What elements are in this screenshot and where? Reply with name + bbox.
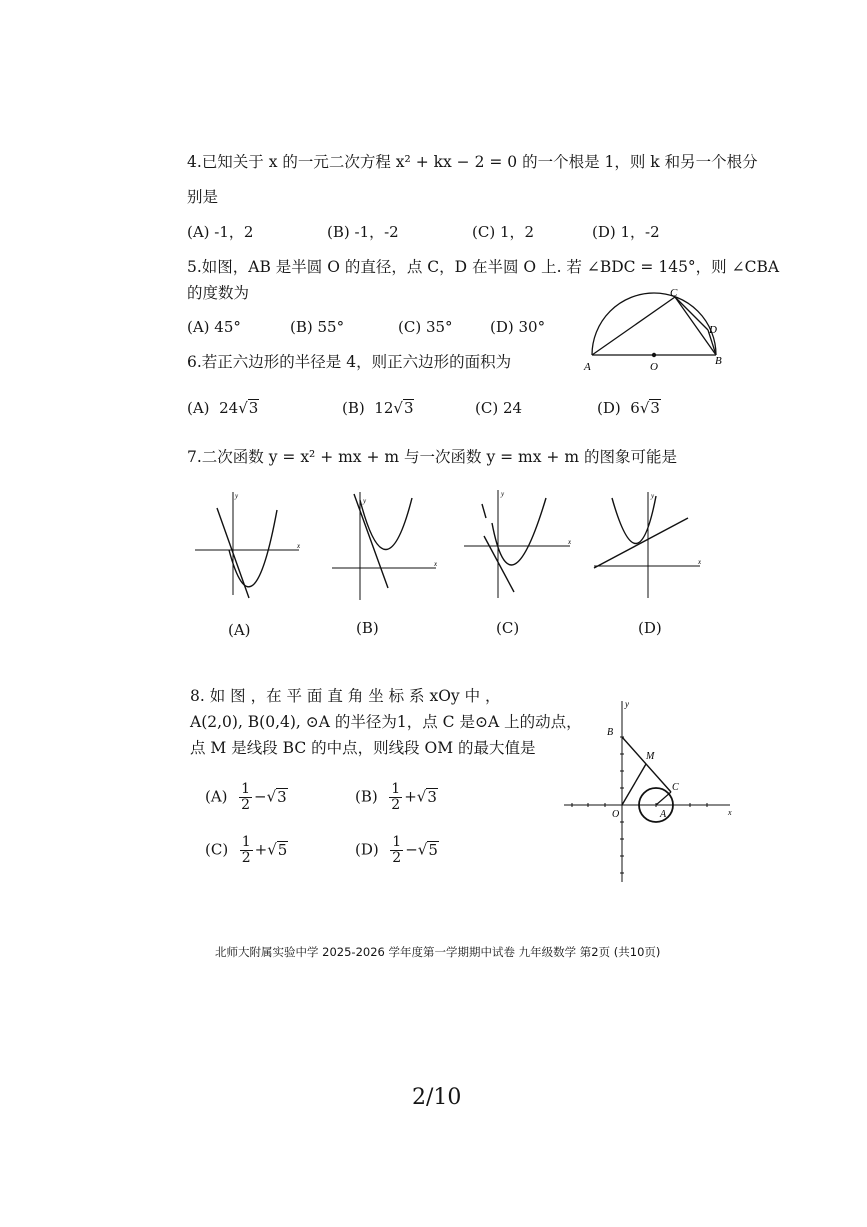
q7-graph-a (193, 490, 303, 600)
q5-label-d: D (709, 324, 717, 336)
q6-stem: 6.若正六边形的半径是 4，则正六边形的面积为 (187, 353, 512, 371)
q7a-parabola (229, 510, 277, 587)
q5-semicircle-figure (582, 285, 727, 375)
q8-label-b: B (607, 727, 614, 738)
q7b-parabola (360, 498, 412, 550)
q8-option-a: (A) $\frac{1}{2}$ −√3 (205, 781, 287, 813)
q5-option-c: (C) 35° (398, 318, 453, 336)
q8-label-o: O (612, 809, 620, 820)
q5-option-d: (D) 30° (490, 318, 546, 336)
q8-label-c: C (672, 782, 679, 793)
q8-label-a: A (660, 809, 667, 820)
q8-y-label: y (625, 699, 629, 709)
q8-coordinate-figure (560, 697, 735, 887)
exam-footer: 北师大附属实验中学 2025-2026 学年度第一学期期中试卷 九年级数学 第2页 (共10页) (215, 945, 661, 959)
q7c-x-label: x (568, 538, 572, 546)
q6-option-b: (B) 12√3 (342, 399, 414, 417)
q4-option-a: (A) -1，2 (187, 223, 254, 241)
q7d-line (594, 518, 688, 568)
q8-label-m: M (646, 751, 655, 762)
q7c-stray-mark (482, 504, 486, 518)
q8-stem-line3: 点 M 是线段 BC 的中点，则线段 OM 的最大值是 (190, 739, 536, 757)
q5-label-b: B (715, 355, 722, 367)
q5-option-a: (A) 45° (187, 318, 241, 336)
q4-stem-line2: 别是 (187, 188, 219, 206)
q7b-line (354, 494, 388, 588)
q7d-x-label: x (698, 558, 702, 566)
q7-label-b: (B) (356, 619, 379, 637)
q8-option-c: (C) $\frac{1}{2}$ +√5 (205, 834, 288, 866)
q4-option-b: (B) -1，-2 (327, 223, 399, 241)
q7b-x-label: x (434, 560, 438, 568)
q7-stem: 7.二次函数 y = x² + mx + m 与一次函数 y = mx + m 的图象可能是 (187, 448, 677, 466)
q7a-y-label: y (235, 492, 239, 500)
q8-stem-line2: A(2,0), B(0,4), ⊙A 的半径为1，点 C 是⊙A 上的动点， (190, 713, 582, 731)
q5-stem-line2: 的度数为 (187, 284, 250, 302)
q8-option-d: (D) $\frac{1}{2}$ −√5 (355, 834, 438, 866)
q4-stem-line1: 4.已知关于 x 的一元二次方程 x² + kx − 2 = 0 的一个根是 1，则 k 和另一个根分 (187, 153, 758, 171)
q4-option-d: (D) 1，-2 (592, 223, 660, 241)
q7-graph-d (592, 490, 704, 602)
q5-option-b: (B) 55° (290, 318, 345, 336)
q7a-x-label: x (297, 542, 301, 550)
page-number: 2/10 (412, 1085, 462, 1110)
q6-option-d: (D) 6√3 (597, 399, 660, 417)
q7-label-a: (A) (228, 621, 251, 639)
q8-stem-line1: 8. 如 图 ，在 平 面 直 角 坐 标 系 xOy 中 ， (190, 687, 501, 705)
q7b-y-label: y (363, 497, 367, 505)
q5-stem-line1: 5.如图，AB 是半圆 O 的直径，点 C，D 在半圆 O 上. 若 ∠BDC = 145°，则 ∠CBA (187, 258, 780, 276)
q8-option-b: (B) $\frac{1}{2}$ +√3 (355, 781, 437, 813)
q7d-parabola (612, 496, 656, 544)
q7d-y-label: y (651, 492, 655, 500)
q5-label-a: A (584, 361, 591, 373)
q4-option-c: (C) 1，2 (472, 223, 535, 241)
q7-graph-b (330, 490, 440, 605)
q6-option-a: (A) 24√3 (187, 399, 259, 417)
q7-label-c: (C) (496, 619, 520, 637)
q7c-parabola (492, 498, 546, 565)
q7-label-d: (D) (638, 619, 662, 637)
q7c-y-label: y (501, 490, 505, 498)
q5-label-c: C (670, 287, 678, 299)
q5-label-o: O (650, 361, 658, 373)
q6-option-c: (C) 24 (475, 399, 523, 417)
q8-x-label: x (728, 808, 732, 817)
q7-graph-c (462, 488, 574, 603)
